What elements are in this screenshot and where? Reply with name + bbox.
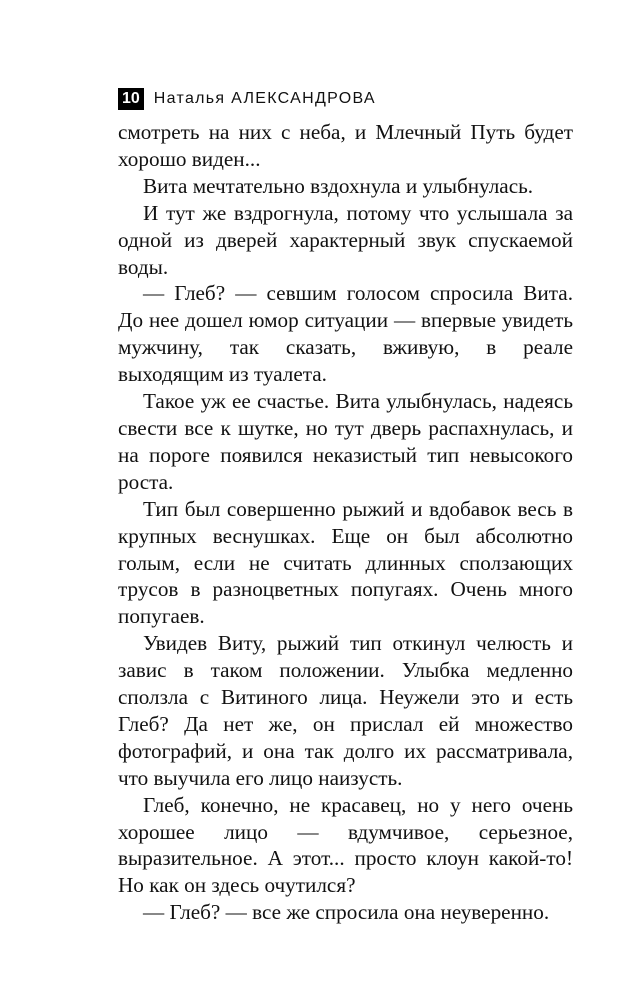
book-page [118, 87, 573, 926]
paragraph: И тут же вздрогнула, потому что услышала за одной из дверей характерный звук спускаемой воды. [118, 200, 573, 279]
paragraph: — Глеб? — севшим голосом спросила Вита. До нее дошел юмор ситуации — впервые увидеть мужчину, так сказать, вживую, в реале выходящим из туалета. [118, 281, 573, 387]
author-header: Наталья АЛЕКСАНДРОВА [153, 90, 376, 107]
paragraph: смотреть на них с неба, и Млечный Путь будет хорошо виден... [118, 120, 573, 171]
paragraph: Такое уж ее счастье. Вита улыбнулась, надеясь свести все к шутке, но тут дверь распахнулась, и на пороге появился неказистый тип невысокого роста. [118, 389, 573, 494]
paragraph: Тип был совершенно рыжий и вдобавок весь в крупных веснушках. Еще он был абсолютно голым, если не считать длинных сползающих трусов в разноцветных попугаях. Очень много попугаев. [118, 496, 573, 629]
page-number: 10 [118, 88, 144, 110]
paragraph: Вита мечтательно вздохнула и улыбнулась. [143, 173, 534, 198]
body-text [118, 119, 573, 926]
paragraph: Глеб, конечно, не красавец, но у него очень хорошее лицо — вдумчивое, серьезное, выразительное. А этот... просто клоун какой-то! Но как он здесь очутился? [118, 792, 573, 898]
paragraph: Увидев Виту, рыжий тип откинул челюсть и завис в таком положении. Улыбка медленно сползла с Витиного лица. Неужели это и есть Глеб? Да нет же, он прислал ей множество фотографий, и она так долго их рассматривала, что выучила его лицо наизусть. [118, 631, 573, 790]
running-head [118, 87, 573, 111]
paragraph: — Глеб? — все же спросила она неуверенно. [143, 900, 550, 925]
